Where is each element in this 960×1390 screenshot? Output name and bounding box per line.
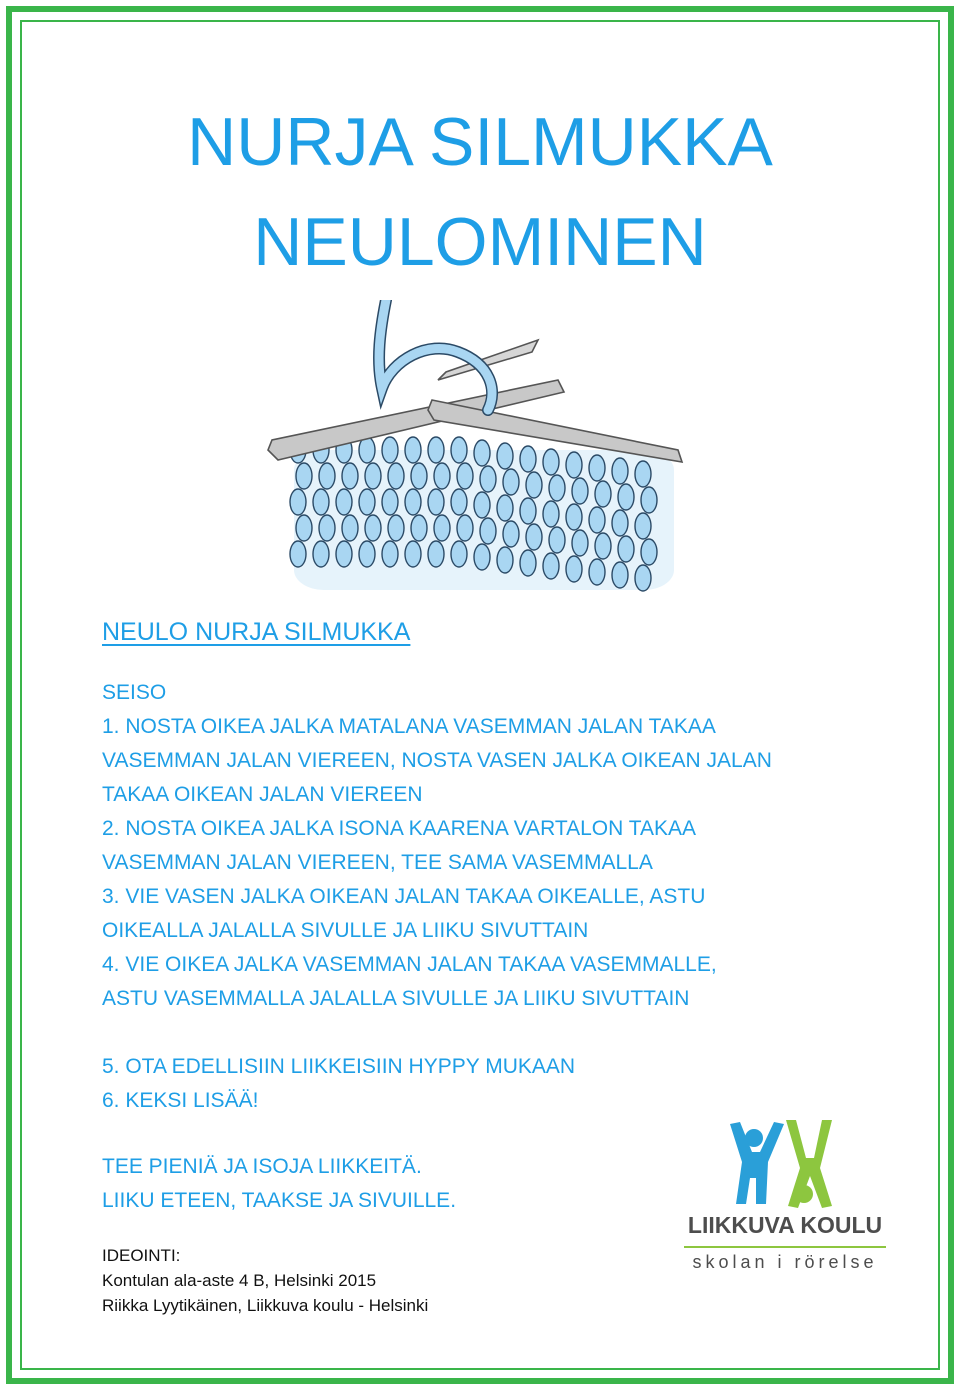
- stitch-loop: [365, 463, 381, 489]
- stitch-loop: [451, 437, 467, 463]
- stitch-loop: [382, 489, 398, 515]
- stitch-loop: [572, 478, 588, 504]
- stitch-loop: [572, 530, 588, 556]
- stitch-loop: [635, 565, 651, 591]
- stitch-loop: [296, 463, 312, 489]
- instruction-line: ASTU VASEMMALLA JALALLA SIVULLE JA LIIKU SIVUTTAIN: [102, 987, 690, 1010]
- stitch-loop: [635, 513, 651, 539]
- instruction-line: 3. VIE VASEN JALKA OIKEAN JALAN TAKAA OIKEALLE, ASTU: [102, 885, 706, 908]
- stitch-loop: [451, 541, 467, 567]
- stitch-loop: [405, 489, 421, 515]
- stitch-loop: [296, 515, 312, 541]
- stitch-loop: [388, 463, 404, 489]
- instruction-line: VASEMMAN JALAN VIEREEN, TEE SAMA VASEMMALLA: [102, 851, 653, 874]
- title-line-1: NURJA SILMUKKA: [187, 104, 773, 180]
- stitch-loop: [388, 515, 404, 541]
- stitch-loop: [497, 547, 513, 573]
- stitch-loop: [503, 521, 519, 547]
- stitch-loop: [618, 536, 634, 562]
- instruction-line: 5. OTA EDELLISIIN LIIKKEISIIN HYPPY MUKAAN: [102, 1055, 576, 1078]
- instruction-line: TAKAA OIKEAN JALAN VIEREEN: [102, 783, 423, 806]
- knitting-purl-stitch-illustration: [258, 300, 698, 600]
- stitch-loop: [549, 475, 565, 501]
- stitch-loop: [474, 492, 490, 518]
- stitch-loop: [428, 489, 444, 515]
- instruction-line: VASEMMAN JALAN VIEREEN, NOSTA VASEN JALKA OIKEAN JALAN: [102, 749, 772, 772]
- stitch-loop: [635, 461, 651, 487]
- title-line-2: NEULOMINEN: [253, 204, 707, 280]
- section-heading: NEULO NURJA SILMUKKA: [102, 618, 411, 646]
- stitch-loop: [313, 489, 329, 515]
- tip-line: LIIKU ETEEN, TAAKSE JA SIVUILLE.: [102, 1189, 457, 1212]
- credits: [102, 1243, 428, 1318]
- stitch-loop: [336, 489, 352, 515]
- stitch-loop: [595, 533, 611, 559]
- stitch-loop: [382, 437, 398, 463]
- instruction-line: SEISO: [102, 681, 167, 704]
- stitch-loop: [497, 443, 513, 469]
- stitch-loop: [497, 495, 513, 521]
- stitch-loop: [434, 463, 450, 489]
- stitch-loop: [566, 452, 582, 478]
- stitch-loop: [342, 463, 358, 489]
- stitch-loop: [520, 446, 536, 472]
- stitch-loop: [520, 550, 536, 576]
- stitch-loop: [589, 507, 605, 533]
- stitch-loop: [290, 489, 306, 515]
- stitch-loop: [589, 559, 605, 585]
- stitch-loop: [290, 541, 306, 567]
- credits-line: Kontulan ala-aste 4 B, Helsinki 2015: [102, 1271, 377, 1290]
- logo-subtitle: skolan i rörelse: [692, 1252, 878, 1272]
- stitch-loop: [382, 541, 398, 567]
- stitch-loop: [365, 515, 381, 541]
- tip-line: TEE PIENIÄ JA ISOJA LIIKKEITÄ.: [102, 1155, 422, 1178]
- stitch-loop: [641, 539, 657, 565]
- stitch-loop: [411, 463, 427, 489]
- stitch-loop: [428, 541, 444, 567]
- stitch-loop: [526, 524, 542, 550]
- stitch-loop: [566, 556, 582, 582]
- stitch-loop: [405, 541, 421, 567]
- stitch-loop: [359, 489, 375, 515]
- stitch-loop: [457, 463, 473, 489]
- people-figures-icon: [680, 1118, 890, 1210]
- stitch-loop: [543, 553, 559, 579]
- stitch-loop: [428, 437, 444, 463]
- stitch-loop: [566, 504, 582, 530]
- stitch-loop: [457, 515, 473, 541]
- stitch-loop: [480, 518, 496, 544]
- logo-divider: [684, 1246, 886, 1248]
- stitch-loop: [434, 515, 450, 541]
- stitch-loop: [319, 515, 335, 541]
- instruction-spacer: [102, 1016, 902, 1050]
- stitch-loop: [612, 458, 628, 484]
- logo-name: LIIKKUVA KOULU: [687, 1212, 883, 1238]
- stitch-loop: [589, 455, 605, 481]
- stitch-loop: [336, 541, 352, 567]
- stitch-loop: [520, 498, 536, 524]
- stitch-loop: [543, 449, 559, 475]
- instruction-line: 1. NOSTA OIKEA JALKA MATALANA VASEMMAN JALAN TAKAA: [102, 715, 716, 738]
- stitch-loop: [480, 466, 496, 492]
- stitch-loop: [526, 472, 542, 498]
- stitch-loop: [618, 484, 634, 510]
- liikkuva-koulu-logo: [680, 1118, 890, 1278]
- stitch-loop: [503, 469, 519, 495]
- credits-label: IDEOINTI:: [102, 1246, 181, 1265]
- stitch-loop: [549, 527, 565, 553]
- stitch-loop: [342, 515, 358, 541]
- instruction-line: 2. NOSTA OIKEA JALKA ISONA KAARENA VARTALON TAKAA: [102, 817, 697, 840]
- stitch-loop: [612, 510, 628, 536]
- instruction-line: 4. VIE OIKEA JALKA VASEMMAN JALAN TAKAA VASEMMALLE,: [102, 953, 717, 976]
- stitch-loop: [319, 463, 335, 489]
- stitch-loop: [612, 562, 628, 588]
- stitch-loop: [313, 541, 329, 567]
- instruction-line: OIKEALLA JALALLA SIVULLE JA LIIKU SIVUTTAIN: [102, 919, 589, 942]
- instructions: [102, 676, 902, 1118]
- stitch-loop: [474, 440, 490, 466]
- stitch-loop: [543, 501, 559, 527]
- instruction-line: 6. KEKSI LISÄÄ!: [102, 1089, 259, 1112]
- stitch-loop: [451, 489, 467, 515]
- stitch-loop: [641, 487, 657, 513]
- stitch-loop: [411, 515, 427, 541]
- stitch-loop: [474, 544, 490, 570]
- stitch-loop: [359, 541, 375, 567]
- stitch-loop: [405, 437, 421, 463]
- stitch-loop: [595, 481, 611, 507]
- credits-line: Riikka Lyytikäinen, Liikkuva koulu - Helsinki: [102, 1296, 429, 1315]
